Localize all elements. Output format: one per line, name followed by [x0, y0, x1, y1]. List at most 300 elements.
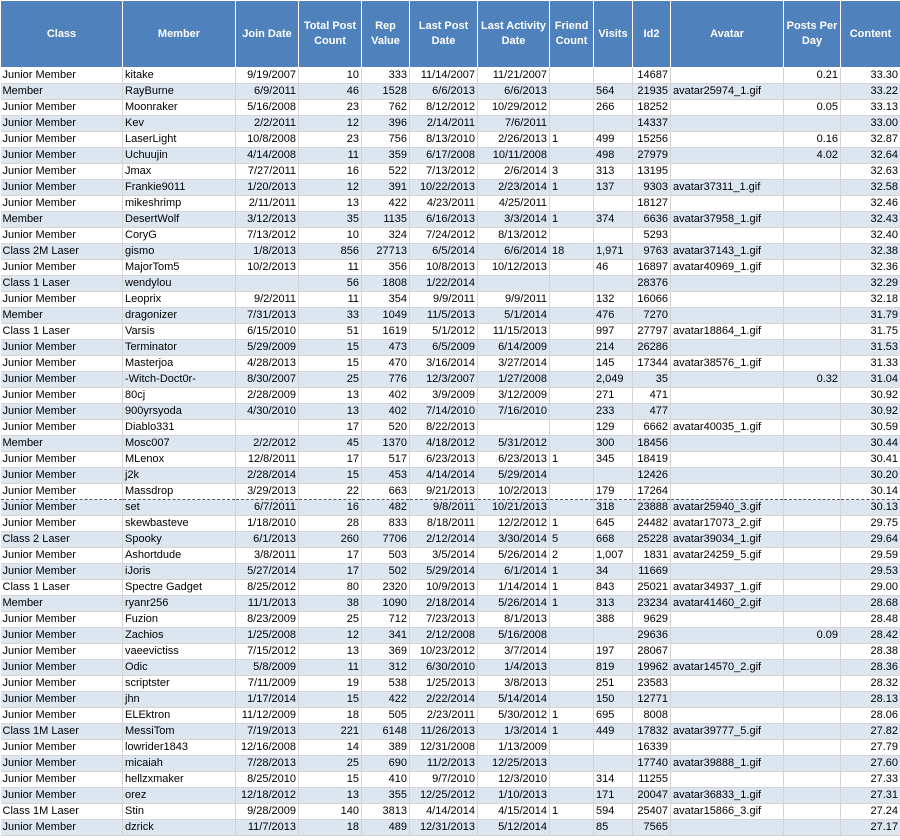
cell[interactable]: [594, 756, 633, 772]
cell[interactable]: [784, 340, 841, 356]
cell[interactable]: [784, 196, 841, 212]
cell[interactable]: 1/10/2013: [478, 788, 550, 804]
cell[interactable]: 46: [594, 260, 633, 276]
cell[interactable]: [671, 452, 784, 468]
cell[interactable]: 251: [594, 676, 633, 692]
cell[interactable]: 9/2/2011: [236, 292, 299, 308]
cell[interactable]: Junior Member: [1, 148, 123, 164]
cell[interactable]: 15: [299, 772, 362, 788]
cell[interactable]: 5/27/2014: [236, 564, 299, 580]
cell[interactable]: Member: [1, 84, 123, 100]
cell[interactable]: 762: [362, 100, 410, 116]
cell[interactable]: 80: [299, 580, 362, 596]
cell[interactable]: 5/16/2008: [236, 100, 299, 116]
cell[interactable]: [784, 452, 841, 468]
cell[interactable]: [784, 276, 841, 292]
cell[interactable]: 6/6/2014: [478, 244, 550, 260]
cell[interactable]: [784, 532, 841, 548]
cell[interactable]: MessiTom: [123, 724, 236, 740]
cell[interactable]: 27.17: [841, 820, 900, 836]
cell[interactable]: orez: [123, 788, 236, 804]
cell[interactable]: 18: [550, 244, 594, 260]
cell[interactable]: 4/30/2010: [236, 404, 299, 420]
cell[interactable]: avatar34937_1.gif: [671, 580, 784, 596]
cell[interactable]: 8008: [633, 708, 671, 724]
cell[interactable]: [550, 820, 594, 836]
cell[interactable]: [784, 228, 841, 244]
cell[interactable]: 1/27/2008: [478, 372, 550, 388]
cell[interactable]: 17264: [633, 484, 671, 500]
cell[interactable]: 32.18: [841, 292, 900, 308]
cell[interactable]: [671, 740, 784, 756]
cell[interactable]: 359: [362, 148, 410, 164]
cell[interactable]: 1/25/2008: [236, 628, 299, 644]
cell[interactable]: 27.82: [841, 724, 900, 740]
cell[interactable]: 27979: [633, 148, 671, 164]
table-row[interactable]: [1, 564, 900, 580]
column-header[interactable]: Class: [1, 1, 123, 68]
cell[interactable]: 32.46: [841, 196, 900, 212]
cell[interactable]: 23: [299, 132, 362, 148]
table-row[interactable]: [1, 388, 900, 404]
cell[interactable]: 31.33: [841, 356, 900, 372]
cell[interactable]: 313: [594, 596, 633, 612]
cell[interactable]: 25407: [633, 804, 671, 820]
cell[interactable]: 10/23/2012: [410, 644, 478, 660]
cell[interactable]: avatar18864_1.gif: [671, 324, 784, 340]
cell[interactable]: 843: [594, 580, 633, 596]
cell[interactable]: 214: [594, 340, 633, 356]
cell[interactable]: avatar17073_2.gif: [671, 516, 784, 532]
cell[interactable]: avatar39777_5.gif: [671, 724, 784, 740]
cell[interactable]: 13: [299, 388, 362, 404]
cell[interactable]: 27.60: [841, 756, 900, 772]
table-row[interactable]: [1, 740, 900, 756]
cell[interactable]: [784, 788, 841, 804]
cell[interactable]: 4/23/2011: [410, 196, 478, 212]
cell[interactable]: 300: [594, 436, 633, 452]
cell[interactable]: [784, 644, 841, 660]
cell[interactable]: 5: [550, 532, 594, 548]
cell[interactable]: 38: [299, 596, 362, 612]
cell[interactable]: [550, 788, 594, 804]
table-row[interactable]: [1, 532, 900, 548]
cell[interactable]: [671, 436, 784, 452]
cell[interactable]: 30.92: [841, 404, 900, 420]
cell[interactable]: 8/22/2013: [410, 420, 478, 436]
cell[interactable]: skewbasteve: [123, 516, 236, 532]
cell[interactable]: 2/12/2008: [410, 628, 478, 644]
cell[interactable]: Fuzion: [123, 612, 236, 628]
cell[interactable]: 11/1/2013: [236, 596, 299, 612]
cell[interactable]: [236, 420, 299, 436]
table-row[interactable]: [1, 772, 900, 788]
cell[interactable]: 6636: [633, 212, 671, 228]
cell[interactable]: lowrider1843: [123, 740, 236, 756]
cell[interactable]: Class 2 Laser: [1, 532, 123, 548]
cell[interactable]: 10/9/2013: [410, 580, 478, 596]
cell[interactable]: [671, 772, 784, 788]
cell[interactable]: 7/14/2010: [410, 404, 478, 420]
cell[interactable]: 8/13/2010: [410, 132, 478, 148]
cell[interactable]: 3/30/2014: [478, 532, 550, 548]
cell[interactable]: dzrick: [123, 820, 236, 836]
cell[interactable]: [784, 260, 841, 276]
cell[interactable]: 369: [362, 644, 410, 660]
cell[interactable]: 32.87: [841, 132, 900, 148]
column-header[interactable]: Last Post Date: [410, 1, 478, 68]
cell[interactable]: 10/22/2013: [410, 180, 478, 196]
cell[interactable]: 15: [299, 356, 362, 372]
cell[interactable]: 179: [594, 484, 633, 500]
cell[interactable]: 28.36: [841, 660, 900, 676]
cell[interactable]: 23234: [633, 596, 671, 612]
table-row[interactable]: [1, 404, 900, 420]
cell[interactable]: 6/5/2009: [410, 340, 478, 356]
column-header[interactable]: Join Date: [236, 1, 299, 68]
cell[interactable]: 0.21: [784, 68, 841, 84]
cell[interactable]: 313: [594, 164, 633, 180]
cell[interactable]: 422: [362, 196, 410, 212]
cell[interactable]: CoryG: [123, 228, 236, 244]
cell[interactable]: avatar39034_1.gif: [671, 532, 784, 548]
cell[interactable]: [671, 196, 784, 212]
cell[interactable]: [784, 804, 841, 820]
cell[interactable]: Zachios: [123, 628, 236, 644]
cell[interactable]: 6/30/2010: [410, 660, 478, 676]
cell[interactable]: 1,971: [594, 244, 633, 260]
cell[interactable]: 3/5/2014: [410, 548, 478, 564]
cell[interactable]: 30.92: [841, 388, 900, 404]
cell[interactable]: 12/31/2013: [410, 820, 478, 836]
cell[interactable]: Class 1M Laser: [1, 724, 123, 740]
cell[interactable]: [784, 820, 841, 836]
cell[interactable]: 314: [594, 772, 633, 788]
cell[interactable]: 129: [594, 420, 633, 436]
cell[interactable]: 32.64: [841, 148, 900, 164]
cell[interactable]: Junior Member: [1, 164, 123, 180]
cell[interactable]: 1: [550, 708, 594, 724]
cell[interactable]: 1831: [633, 548, 671, 564]
cell[interactable]: 5/26/2014: [478, 596, 550, 612]
cell[interactable]: 8/25/2012: [236, 580, 299, 596]
cell[interactable]: jhn: [123, 692, 236, 708]
cell[interactable]: 318: [594, 500, 633, 516]
cell[interactable]: Junior Member: [1, 500, 123, 516]
cell[interactable]: 333: [362, 68, 410, 84]
cell[interactable]: [784, 548, 841, 564]
cell[interactable]: 15: [299, 468, 362, 484]
cell[interactable]: 32.63: [841, 164, 900, 180]
cell[interactable]: Massdrop: [123, 484, 236, 500]
cell[interactable]: 6/17/2008: [410, 148, 478, 164]
cell[interactable]: [784, 612, 841, 628]
cell[interactable]: [550, 500, 594, 516]
cell[interactable]: [594, 740, 633, 756]
cell[interactable]: 5/29/2014: [410, 564, 478, 580]
cell[interactable]: 34: [594, 564, 633, 580]
cell[interactable]: 85: [594, 820, 633, 836]
cell[interactable]: 6/9/2011: [236, 84, 299, 100]
cell[interactable]: avatar39888_1.gif: [671, 756, 784, 772]
cell[interactable]: 18252: [633, 100, 671, 116]
cell[interactable]: 11: [299, 660, 362, 676]
cell[interactable]: 3/29/2013: [236, 484, 299, 500]
cell[interactable]: 10/21/2013: [478, 500, 550, 516]
cell[interactable]: 266: [594, 100, 633, 116]
cell[interactable]: 140: [299, 804, 362, 820]
cell[interactable]: [550, 660, 594, 676]
cell[interactable]: 0.05: [784, 100, 841, 116]
cell[interactable]: 312: [362, 660, 410, 676]
cell[interactable]: 756: [362, 132, 410, 148]
cell[interactable]: [671, 116, 784, 132]
cell[interactable]: 35: [633, 372, 671, 388]
cell[interactable]: 5/26/2014: [478, 548, 550, 564]
cell[interactable]: Member: [1, 308, 123, 324]
cell[interactable]: 28376: [633, 276, 671, 292]
cell[interactable]: Member: [1, 596, 123, 612]
cell[interactable]: 3/7/2014: [478, 644, 550, 660]
cell[interactable]: [784, 708, 841, 724]
cell[interactable]: 150: [594, 692, 633, 708]
table-row[interactable]: [1, 164, 900, 180]
cell[interactable]: [550, 772, 594, 788]
cell[interactable]: 470: [362, 356, 410, 372]
cell[interactable]: 7270: [633, 308, 671, 324]
cell[interactable]: 33.00: [841, 116, 900, 132]
cell[interactable]: 9/9/2011: [478, 292, 550, 308]
cell[interactable]: [550, 340, 594, 356]
cell[interactable]: 233: [594, 404, 633, 420]
cell[interactable]: [784, 180, 841, 196]
table-row[interactable]: [1, 372, 900, 388]
cell[interactable]: [550, 468, 594, 484]
cell[interactable]: Junior Member: [1, 260, 123, 276]
table-row[interactable]: [1, 132, 900, 148]
cell[interactable]: 2,049: [594, 372, 633, 388]
cell[interactable]: 11: [299, 292, 362, 308]
cell[interactable]: 6/23/2013: [478, 452, 550, 468]
table-row[interactable]: [1, 788, 900, 804]
cell[interactable]: 33.22: [841, 84, 900, 100]
cell[interactable]: 3/8/2013: [478, 676, 550, 692]
cell[interactable]: 522: [362, 164, 410, 180]
cell[interactable]: Stin: [123, 804, 236, 820]
cell[interactable]: [784, 484, 841, 500]
cell[interactable]: 19962: [633, 660, 671, 676]
cell[interactable]: 80cj: [123, 388, 236, 404]
cell[interactable]: 2/23/2014: [478, 180, 550, 196]
cell[interactable]: [550, 372, 594, 388]
cell[interactable]: 1: [550, 804, 594, 820]
table-row[interactable]: [1, 420, 900, 436]
cell[interactable]: 10: [299, 68, 362, 84]
cell[interactable]: [784, 308, 841, 324]
table-row[interactable]: [1, 676, 900, 692]
cell[interactable]: 4/14/2014: [410, 468, 478, 484]
cell[interactable]: 520: [362, 420, 410, 436]
cell[interactable]: 12426: [633, 468, 671, 484]
cell[interactable]: Junior Member: [1, 196, 123, 212]
cell[interactable]: 27.33: [841, 772, 900, 788]
cell[interactable]: 18: [299, 708, 362, 724]
table-row[interactable]: [1, 196, 900, 212]
cell[interactable]: 32.40: [841, 228, 900, 244]
cell[interactable]: [671, 132, 784, 148]
cell[interactable]: [550, 148, 594, 164]
cell[interactable]: Varsis: [123, 324, 236, 340]
cell[interactable]: 35: [299, 212, 362, 228]
cell[interactable]: [550, 68, 594, 84]
cell[interactable]: MajorTom5: [123, 260, 236, 276]
cell[interactable]: [550, 260, 594, 276]
cell[interactable]: 668: [594, 532, 633, 548]
cell[interactable]: 3: [550, 164, 594, 180]
table-row[interactable]: [1, 180, 900, 196]
cell[interactable]: 12/16/2008: [236, 740, 299, 756]
cell[interactable]: [550, 612, 594, 628]
cell[interactable]: 16897: [633, 260, 671, 276]
cell[interactable]: 12/2/2012: [478, 516, 550, 532]
cell[interactable]: Junior Member: [1, 692, 123, 708]
cell[interactable]: 341: [362, 628, 410, 644]
cell[interactable]: kitake: [123, 68, 236, 84]
cell[interactable]: 5/29/2009: [236, 340, 299, 356]
cell[interactable]: 30.44: [841, 436, 900, 452]
cell[interactable]: 12/25/2012: [410, 788, 478, 804]
cell[interactable]: [784, 500, 841, 516]
cell[interactable]: 32.36: [841, 260, 900, 276]
cell[interactable]: [784, 356, 841, 372]
cell[interactable]: 8/12/2012: [410, 100, 478, 116]
cell[interactable]: 4/18/2012: [410, 436, 478, 452]
cell[interactable]: iJoris: [123, 564, 236, 580]
cell[interactable]: 422: [362, 692, 410, 708]
cell[interactable]: [784, 324, 841, 340]
cell[interactable]: 3/16/2014: [410, 356, 478, 372]
table-row[interactable]: [1, 724, 900, 740]
cell[interactable]: 1528: [362, 84, 410, 100]
cell[interactable]: 28.42: [841, 628, 900, 644]
cell[interactable]: 171: [594, 788, 633, 804]
cell[interactable]: 1/17/2014: [236, 692, 299, 708]
cell[interactable]: 8/23/2009: [236, 612, 299, 628]
cell[interactable]: 16339: [633, 740, 671, 756]
cell[interactable]: [784, 116, 841, 132]
cell[interactable]: 10/8/2008: [236, 132, 299, 148]
cell[interactable]: 2/2/2012: [236, 436, 299, 452]
cell[interactable]: [594, 196, 633, 212]
cell[interactable]: 900yrsyoda: [123, 404, 236, 420]
cell[interactable]: avatar37143_1.gif: [671, 244, 784, 260]
cell[interactable]: Junior Member: [1, 132, 123, 148]
cell[interactable]: 17344: [633, 356, 671, 372]
table-row[interactable]: [1, 68, 900, 84]
cell[interactable]: [784, 564, 841, 580]
cell[interactable]: 7/23/2013: [410, 612, 478, 628]
cell[interactable]: dragonizer: [123, 308, 236, 324]
cell[interactable]: 7/27/2011: [236, 164, 299, 180]
cell[interactable]: [671, 820, 784, 836]
cell[interactable]: [671, 484, 784, 500]
cell[interactable]: 4/15/2014: [478, 804, 550, 820]
cell[interactable]: 11/2/2013: [410, 756, 478, 772]
cell[interactable]: 471: [633, 388, 671, 404]
cell[interactable]: 6148: [362, 724, 410, 740]
cell[interactable]: 27797: [633, 324, 671, 340]
cell[interactable]: 11/21/2007: [478, 68, 550, 84]
cell[interactable]: [550, 436, 594, 452]
cell[interactable]: 389: [362, 740, 410, 756]
cell[interactable]: 5/1/2014: [478, 308, 550, 324]
cell[interactable]: 6/16/2013: [410, 212, 478, 228]
cell[interactable]: 12/3/2007: [410, 372, 478, 388]
cell[interactable]: 1808: [362, 276, 410, 292]
cell[interactable]: 197: [594, 644, 633, 660]
cell[interactable]: Junior Member: [1, 484, 123, 500]
cell[interactable]: 23888: [633, 500, 671, 516]
cell[interactable]: 20047: [633, 788, 671, 804]
cell[interactable]: [550, 228, 594, 244]
cell[interactable]: 5/1/2012: [410, 324, 478, 340]
cell[interactable]: 9/19/2007: [236, 68, 299, 84]
cell[interactable]: Junior Member: [1, 788, 123, 804]
cell[interactable]: 3/27/2014: [478, 356, 550, 372]
table-row[interactable]: [1, 612, 900, 628]
cell[interactable]: 32.38: [841, 244, 900, 260]
cell[interactable]: 32.43: [841, 212, 900, 228]
cell[interactable]: 132: [594, 292, 633, 308]
cell[interactable]: 28: [299, 516, 362, 532]
table-row[interactable]: [1, 500, 900, 516]
cell[interactable]: 29.64: [841, 532, 900, 548]
cell[interactable]: Junior Member: [1, 644, 123, 660]
cell[interactable]: avatar41460_2.gif: [671, 596, 784, 612]
cell[interactable]: [784, 436, 841, 452]
cell[interactable]: Class 1 Laser: [1, 580, 123, 596]
cell[interactable]: Junior Member: [1, 228, 123, 244]
column-header[interactable]: Member: [123, 1, 236, 68]
table-row[interactable]: [1, 756, 900, 772]
cell[interactable]: 7706: [362, 532, 410, 548]
cell[interactable]: 221: [299, 724, 362, 740]
cell[interactable]: 776: [362, 372, 410, 388]
cell[interactable]: 11669: [633, 564, 671, 580]
cell[interactable]: 10/8/2013: [410, 260, 478, 276]
cell[interactable]: 11/7/2013: [236, 820, 299, 836]
cell[interactable]: 1: [550, 724, 594, 740]
cell[interactable]: Junior Member: [1, 68, 123, 84]
cell[interactable]: DesertWolf: [123, 212, 236, 228]
cell[interactable]: 6/15/2010: [236, 324, 299, 340]
cell[interactable]: [550, 308, 594, 324]
table-row[interactable]: [1, 692, 900, 708]
cell[interactable]: 17: [299, 564, 362, 580]
cell[interactable]: [594, 628, 633, 644]
cell[interactable]: 30.14: [841, 484, 900, 500]
cell[interactable]: 1: [550, 212, 594, 228]
table-row[interactable]: [1, 820, 900, 836]
cell[interactable]: 30.59: [841, 420, 900, 436]
cell[interactable]: [550, 420, 594, 436]
table-row[interactable]: [1, 148, 900, 164]
cell[interactable]: [550, 388, 594, 404]
cell[interactable]: 11/5/2013: [410, 308, 478, 324]
cell[interactable]: 14687: [633, 68, 671, 84]
cell[interactable]: 374: [594, 212, 633, 228]
cell[interactable]: 10/2/2013: [478, 484, 550, 500]
